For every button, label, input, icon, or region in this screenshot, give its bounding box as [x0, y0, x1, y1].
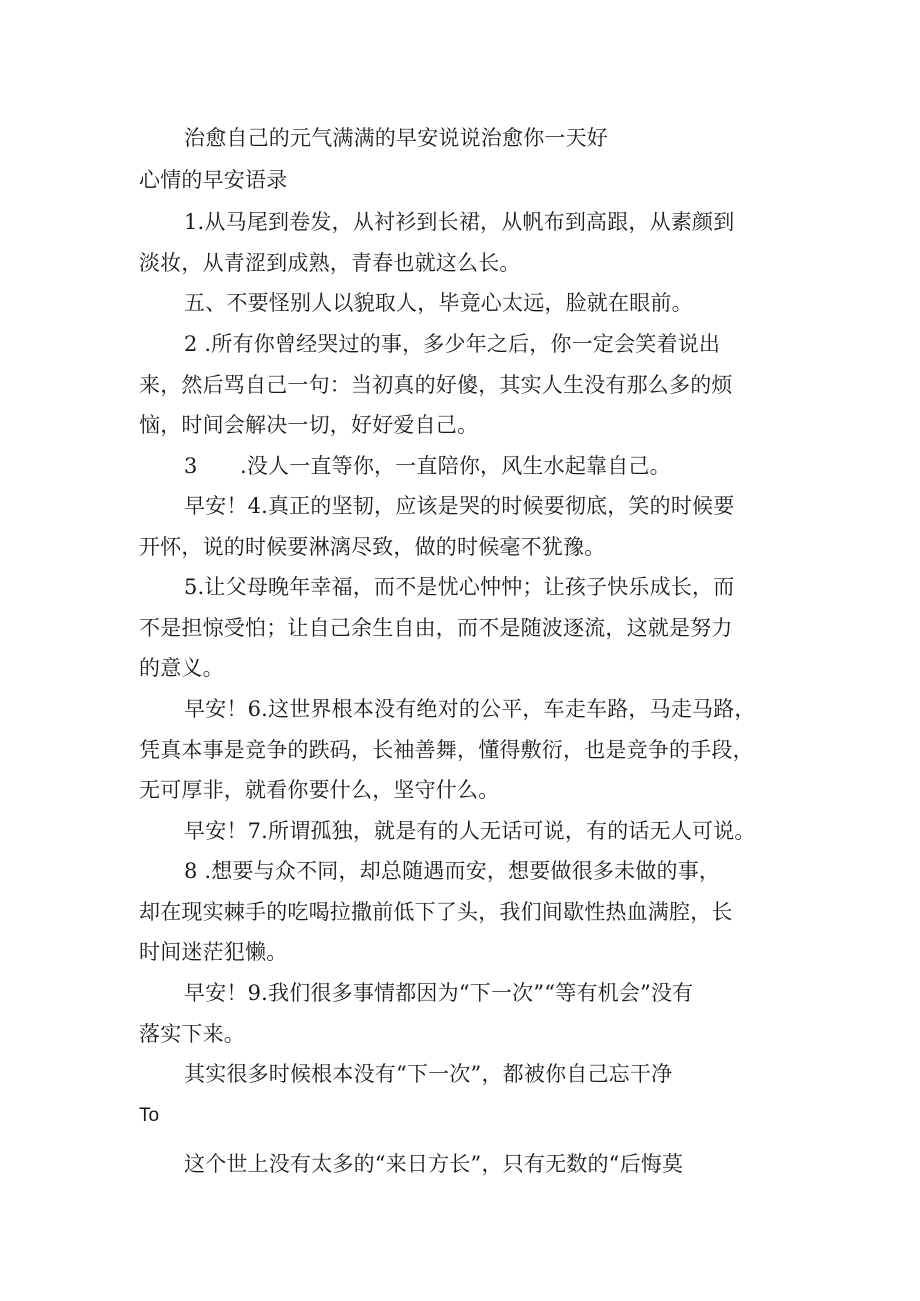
text-line: 开怀，说的时候要淋漓尽致，做的时候毫不犹豫。 — [139, 535, 606, 559]
text-line: 凭真本事是竞争的跌码，长袖善舞，懂得敷衍，也是竞争的手段， — [139, 738, 754, 762]
text-line: 不是担惊受怕；让自己余生自由，而不是随波逐流，这就是努力 — [139, 616, 733, 640]
text-line: 却在现实棘手的吃喝拉撒前低下了头，我们间歇性热血满腔，长 — [139, 900, 733, 924]
text-line: 5.让父母晚年幸福，而不是忧心忡忡；让孩子快乐成长，而 — [184, 575, 735, 599]
text-line: 五、不要怪别人以貌取人，毕竟心太远，脸就在眼前。 — [184, 291, 693, 315]
title-line-1: 治愈自己的元气满满的早安说说治愈你一天好 — [184, 126, 608, 150]
text-line: 淡妆，从青涩到成熟，青春也就这么长。 — [139, 251, 521, 275]
text-line: 来，然后骂自己一句：当初真的好傻，其实人生没有那么多的烦 — [139, 373, 733, 397]
text-line: 落实下来。 — [139, 1022, 245, 1046]
text-line: 其实很多时候根本没有“下一次”，都被你自己忘干净 — [184, 1062, 673, 1086]
text-line: 早安！6.这世界根本没有绝对的公平，车走车路，马走马路， — [184, 697, 756, 721]
title-line-2: 心情的早安语录 — [139, 168, 288, 192]
text-line: 的意义。 — [139, 656, 224, 680]
text-line: 早安！7.所谓孤独，就是有的人无话可说，有的话无人可说。 — [184, 819, 756, 843]
text-line: 2 .所有你曾经哭过的事，多少年之后，你一定会笑着说出 — [184, 332, 721, 356]
text-line: To — [139, 1105, 160, 1126]
text-line: 1.从马尾到卷发，从衬衫到长裙，从帆布到高跟，从素颜到 — [184, 210, 735, 234]
text-line: 8 .想要与众不同，却总随遇而安，想要做很多未做的事， — [184, 859, 721, 883]
text-line: 恼，时间会解决一切，好好爱自己。 — [139, 413, 479, 437]
text-line: 这个世上没有太多的“来日方长”，只有无数的“后悔莫 — [184, 1152, 684, 1176]
text-line: 无可厚非，就看你要什么，坚守什么。 — [139, 778, 500, 802]
text-line: 时间迷茫犯懒。 — [139, 940, 288, 964]
text-line: 早安！4.真正的坚韧，应该是哭的时候要彻底，笑的时候要 — [184, 494, 735, 518]
text-line: 3 .没人一直等你，一直陪你，风生水起靠自己。 — [184, 454, 671, 478]
text-line: 早安！9.我们很多事情都因为“下一次”“等有机会”没有 — [184, 981, 694, 1005]
